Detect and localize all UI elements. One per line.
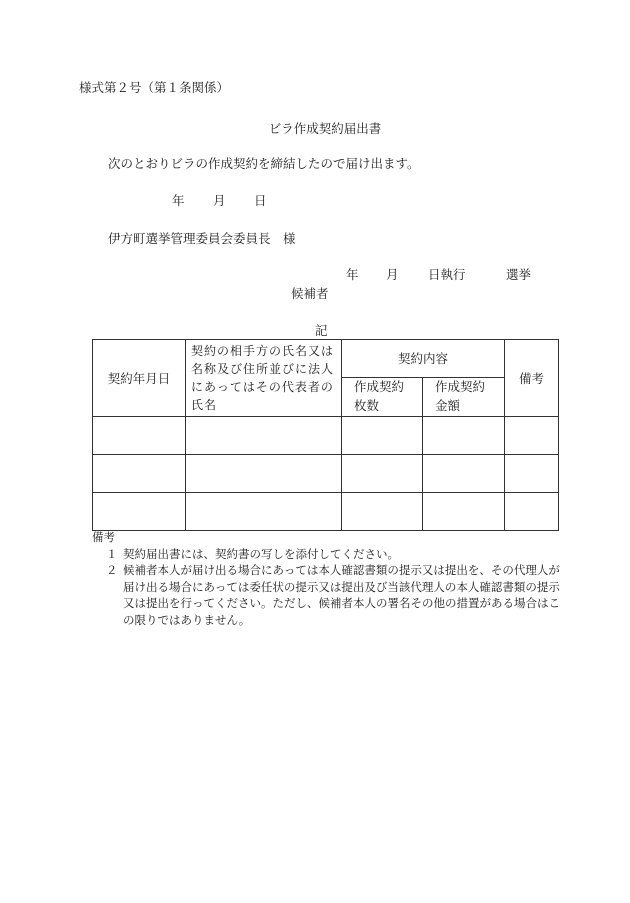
table-row bbox=[93, 493, 559, 531]
cell-contract-date bbox=[93, 455, 186, 493]
table-row bbox=[93, 455, 559, 493]
cell-notes bbox=[505, 455, 559, 493]
col-contract-party: 契約の相手方の氏名又は名称及び住所並びに法人にあってはその代表者の氏名 bbox=[186, 340, 342, 417]
cell-contract-party bbox=[186, 455, 342, 493]
note-text: 候補者本人が届け出る場合にあっては本人確認書類の提示又は提出を、その代理人が届け出る場合にあっては委任状の提示又は提出及び当該代理人の本人確認書類の提示又は提出を行ってください。ただし、候補者本人の署名その他の措置がある場合はこの限りではありません。 bbox=[123, 563, 560, 627]
election-label: 選挙 bbox=[506, 267, 532, 282]
contract-table bbox=[92, 339, 559, 531]
cell-sheet-count bbox=[342, 417, 423, 455]
cell-amount bbox=[423, 417, 505, 455]
election-day-held-label: 日執行 bbox=[428, 267, 466, 282]
form-number: 様式第２号（第１条関係） bbox=[79, 80, 230, 95]
cell-contract-date bbox=[93, 417, 186, 455]
document-title: ビラ作成契約届出書 bbox=[268, 121, 382, 136]
election-year-label: 年 bbox=[346, 267, 359, 282]
notes-title: 備考 bbox=[92, 530, 115, 544]
intro-statement: 次のとおりビラの作成契約を締結したので届け出ます。 bbox=[108, 156, 420, 171]
table-row bbox=[93, 417, 559, 455]
ki-label: 記 bbox=[315, 323, 328, 338]
cell-sheet-count bbox=[342, 455, 423, 493]
note-number: ２ bbox=[106, 563, 118, 577]
addressee: 伊方町選挙管理委員会委員長 様 bbox=[108, 231, 296, 246]
cell-sheet-count bbox=[342, 493, 423, 531]
cell-contract-party bbox=[186, 493, 342, 531]
cell-contract-date bbox=[93, 493, 186, 531]
cell-contract-party bbox=[186, 417, 342, 455]
note-text: 契約届出書には、契約書の写しを添付してください。 bbox=[123, 547, 399, 561]
cell-amount bbox=[423, 455, 505, 493]
cell-notes bbox=[505, 417, 559, 455]
cell-notes bbox=[505, 493, 559, 531]
date-year-label: 年 bbox=[172, 193, 185, 208]
election-month-label: 月 bbox=[386, 267, 399, 282]
col-contract-date: 契約年月日 bbox=[93, 340, 186, 417]
date-month-label: 月 bbox=[213, 193, 226, 208]
col-amount: 作成契約金額 bbox=[423, 377, 505, 416]
date-day-label: 日 bbox=[254, 193, 267, 208]
note-item-1 bbox=[106, 546, 566, 563]
col-notes: 備考 bbox=[505, 340, 559, 417]
table-header-row bbox=[93, 340, 559, 378]
cell-amount bbox=[423, 493, 505, 531]
note-number: １ bbox=[106, 547, 118, 561]
candidate-label: 候補者 bbox=[291, 286, 329, 301]
col-sheet-count: 作成契約枚数 bbox=[342, 377, 423, 416]
col-contract-content: 契約内容 bbox=[342, 340, 505, 378]
note-item-2 bbox=[106, 562, 566, 632]
